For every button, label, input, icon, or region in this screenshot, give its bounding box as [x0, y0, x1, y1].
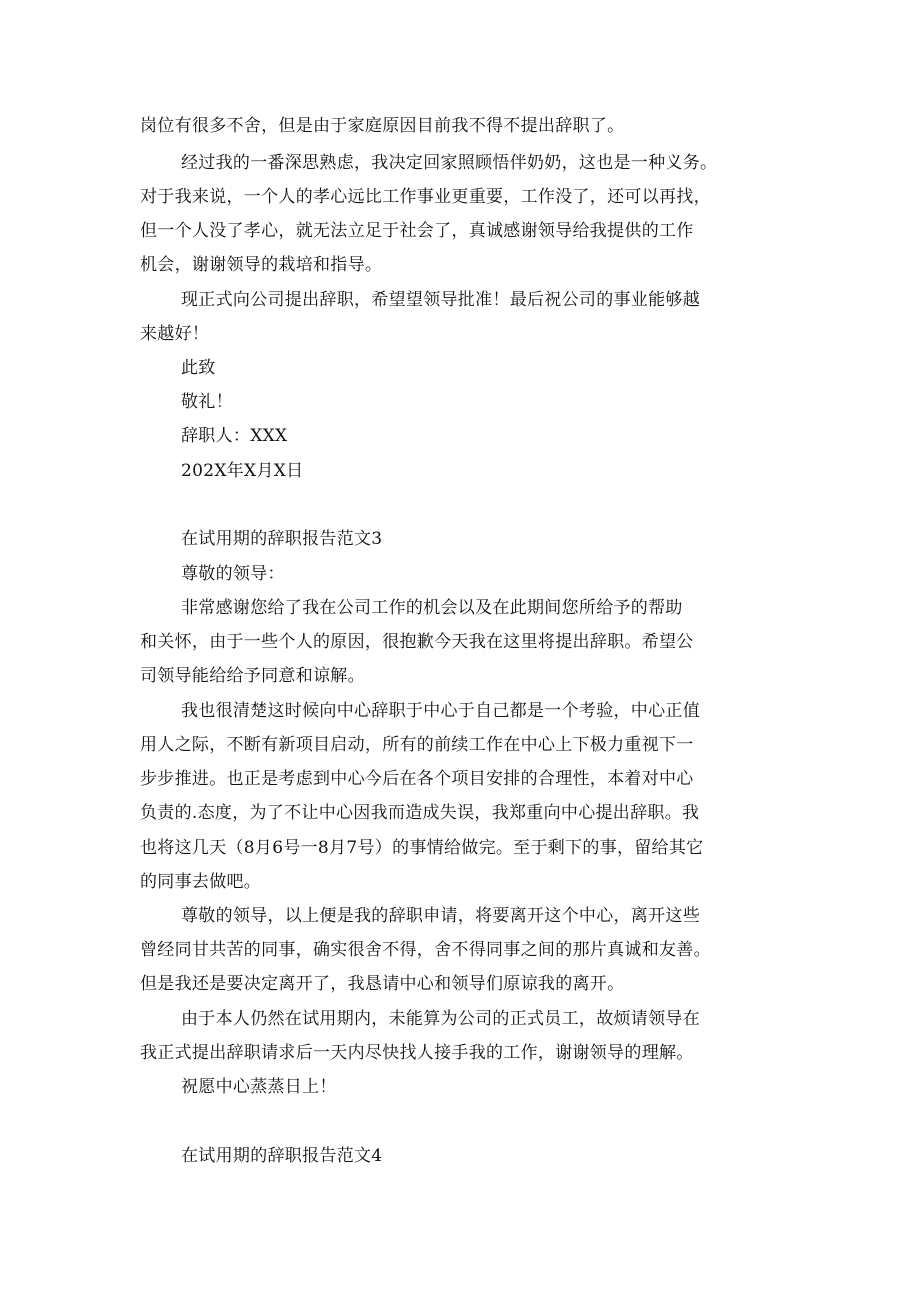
- paragraph-line: 对于我来说，一个人的孝心远比工作事业更重要，工作没了，还可以再找，: [140, 187, 711, 207]
- paragraph-line: 机会，谢谢领导的栽培和指导。: [140, 255, 383, 275]
- paragraph-line: 的同事去做吧。: [140, 872, 262, 892]
- paragraph-line: 负责的.态度，为了不让中心因我而造成失误，我郑重向中心提出辞职。我: [140, 803, 700, 823]
- section-title: 在试用期的辞职报告范文4: [181, 1146, 383, 1166]
- paragraph-line: 经过我的一番深思熟虑，我决定回家照顾悟伴奶奶，这也是一种义务。: [181, 153, 718, 173]
- paragraph-line: 现正式向公司提出辞职，希望望领导批准！最后祝公司的事业能够越: [181, 290, 700, 310]
- paragraph-line: 但是我还是要决定离开了，我恳请中心和领导们原谅我的离开。: [140, 974, 625, 994]
- section-title: 在试用期的辞职报告范文3: [181, 529, 383, 549]
- greeting-line: 尊敬的领导：: [181, 564, 285, 584]
- paragraph-line: 用人之际，不断有新项目启动，所有的前续工作在中心上下极力重视下一: [140, 735, 694, 755]
- paragraph-line: 非常感谢您给了我在公司工作的机会以及在此期间您所给予的帮助: [181, 598, 683, 618]
- paragraph-line: 司领导能给给予同意和谅解。: [140, 666, 365, 686]
- paragraph-line: 来越好！: [140, 324, 210, 344]
- paragraph-line: 曾经同甘共苦的同事，确实很舍不得，舍不得同事之间的那片真诚和友善。: [140, 940, 711, 960]
- closing-salute: 敬礼！: [181, 392, 233, 412]
- paragraph-line: 和关怀，由于一些个人的原因，很抱歉今天我在这里将提出辞职。希望公: [140, 632, 694, 652]
- wish-line: 祝愿中心蒸蒸日上！: [181, 1077, 337, 1097]
- signer-line: 辞职人：XXX: [181, 426, 288, 446]
- paragraph-line: 步步推进。也正是考虑到中心今后在各个项目安排的合理性，本着对中心: [140, 769, 694, 789]
- paragraph-line: 我正式提出辞职请求后一天内尽快找人接手我的工作，谢谢领导的理解。: [140, 1043, 694, 1063]
- paragraph-line: 岗位有很多不舍，但是由于家庭原因目前我不得不提出辞职了。: [140, 116, 625, 136]
- closing-salute: 此致: [181, 358, 216, 378]
- paragraph-line: 由于本人仍然在试用期内，未能算为公司的正式员工，故烦请领导在: [181, 1009, 700, 1029]
- date-line: 202X年X月X日: [181, 461, 304, 481]
- paragraph-line: 也将这几天（8月6号一8月7号）的事情给做完。至于剩下的事，留给其它: [140, 838, 704, 858]
- paragraph-line: 尊敬的领导，以上便是我的辞职申请，将要离开这个中心，离开这些: [181, 906, 700, 926]
- paragraph-line: 我也很清楚这时候向中心辞职于中心于自己都是一个考验，中心正值: [181, 701, 700, 721]
- paragraph-line: 但一个人没了孝心，就无法立足于社会了，真诚感谢领导给我提供的工作: [140, 221, 694, 241]
